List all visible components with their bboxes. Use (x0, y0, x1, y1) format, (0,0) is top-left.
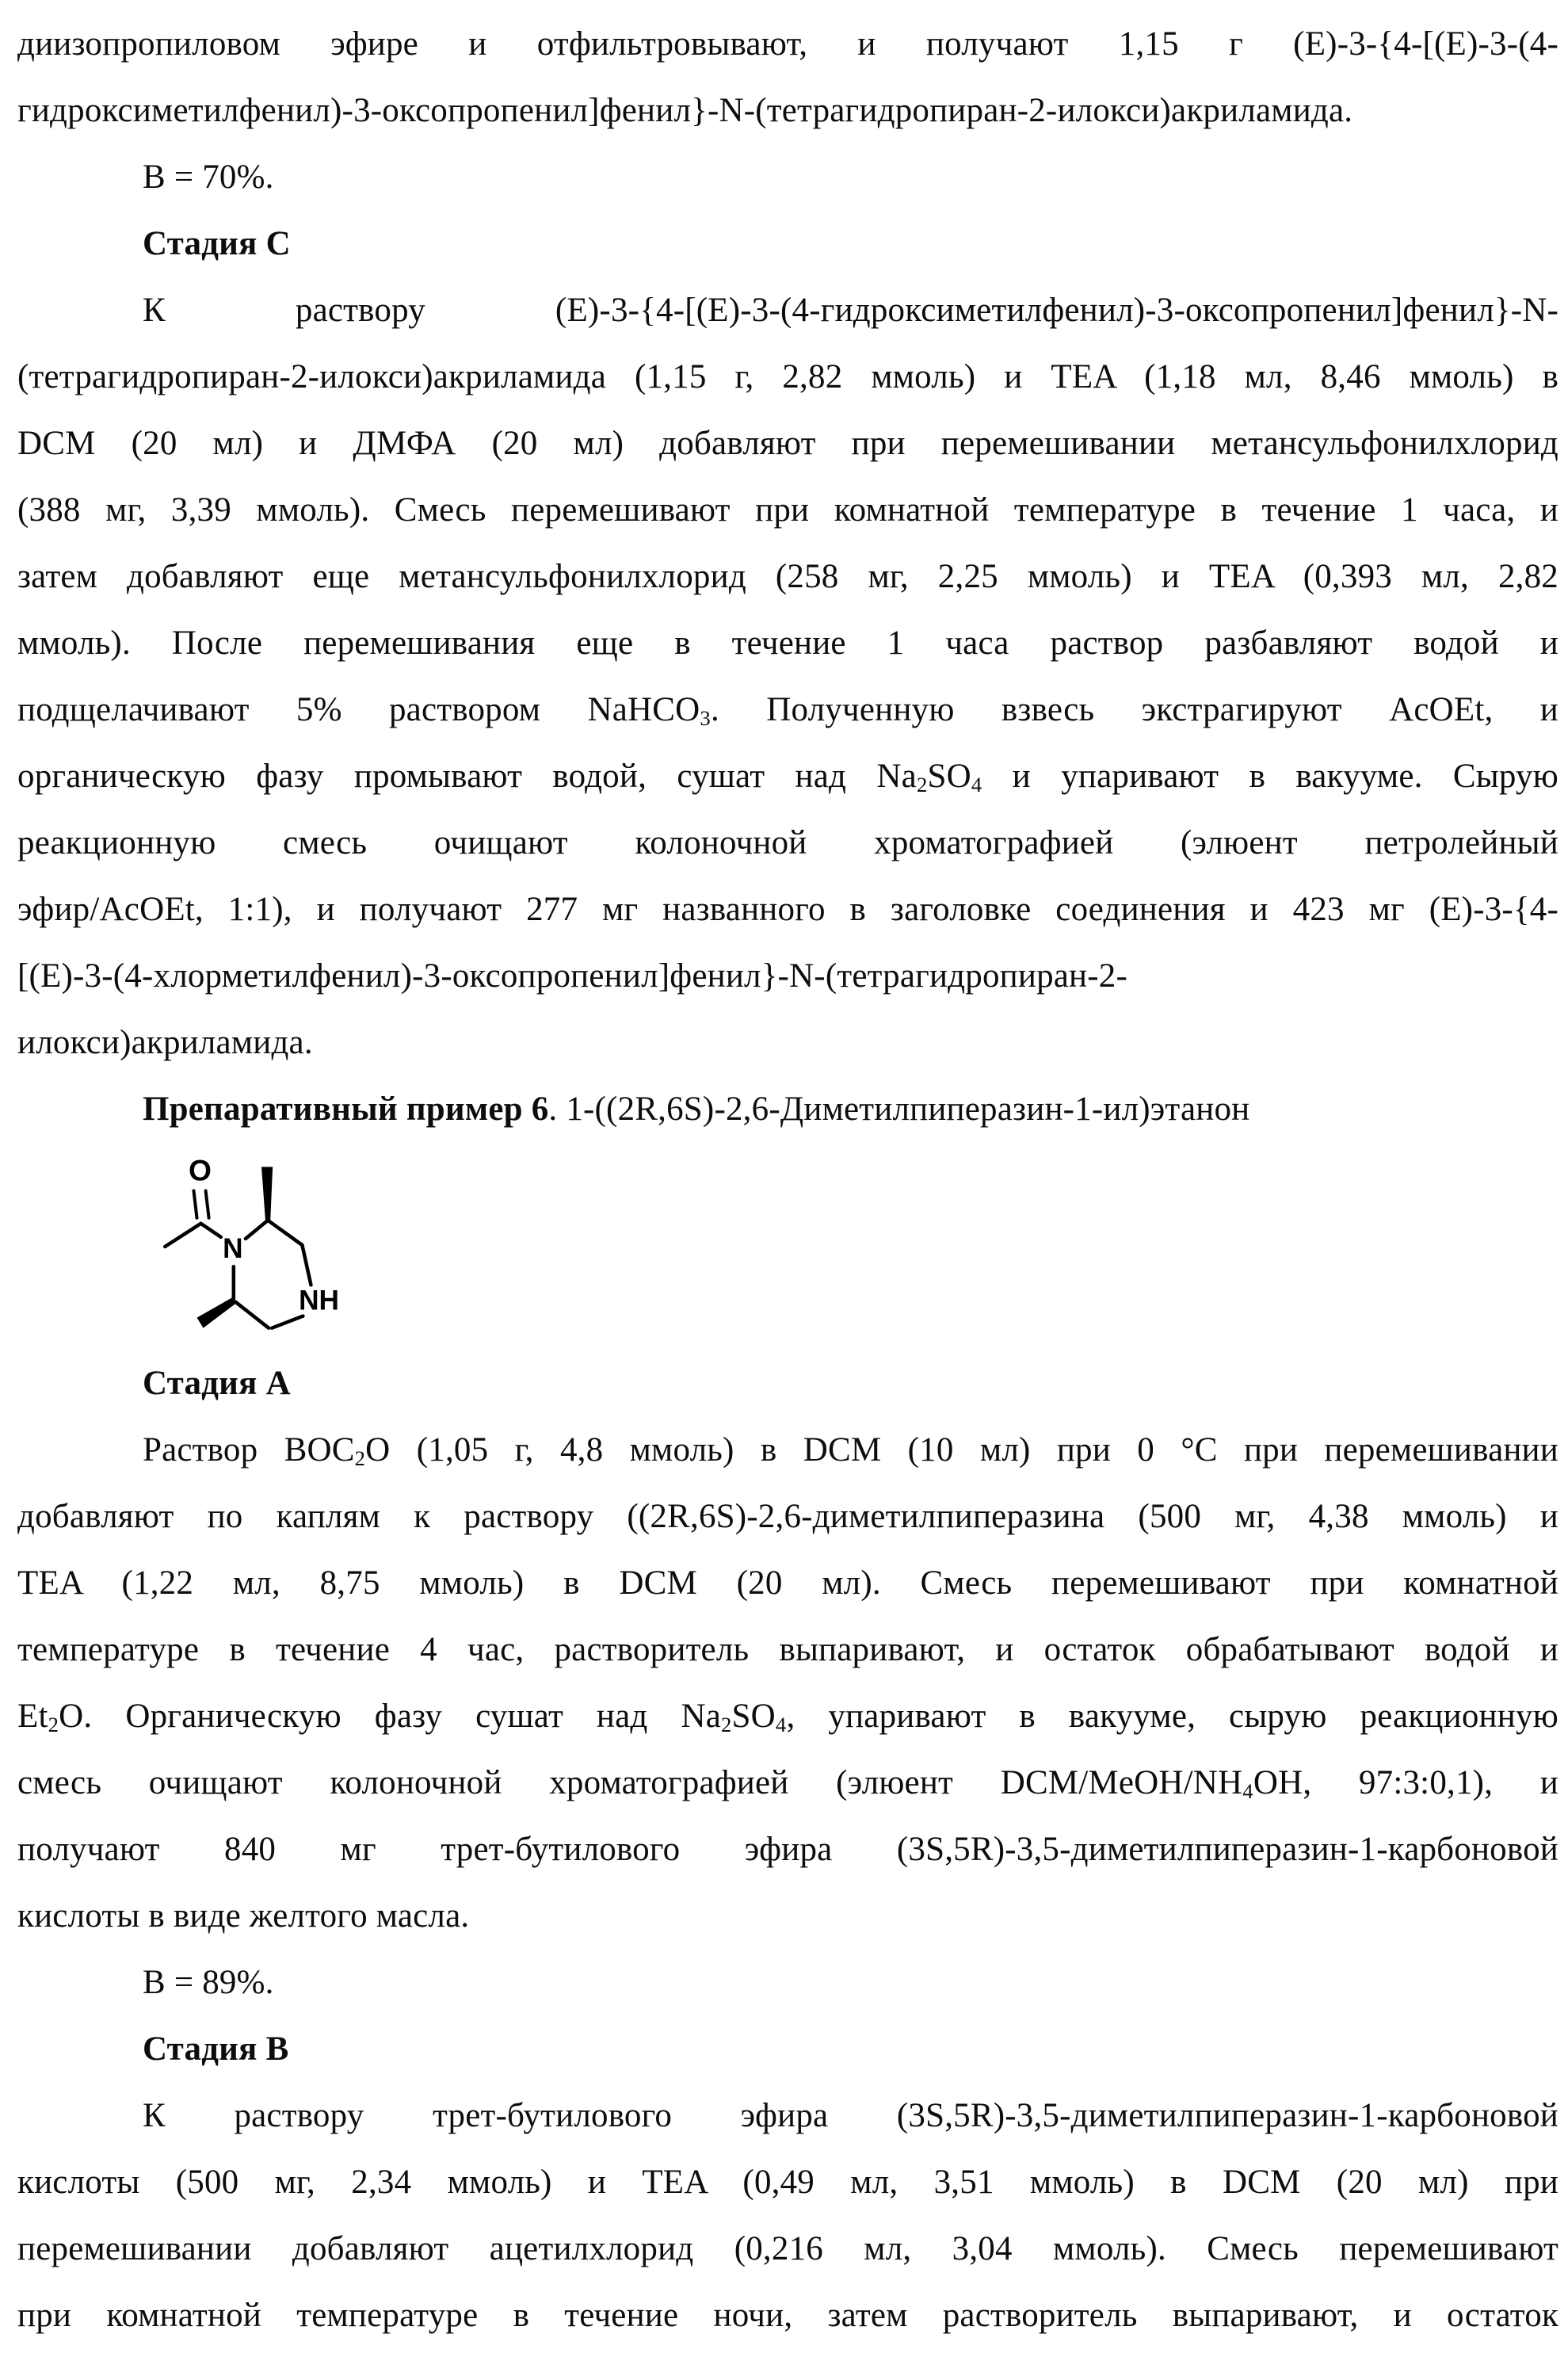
text-run: подщелачивают 5% раствором NaHCO (17, 691, 700, 728)
wedge-bond-methyl-bottom (197, 1297, 236, 1327)
text-line (17, 277, 1558, 344)
text-run: Раствор BOC (143, 1431, 355, 1469)
text-run: диизопропиловом эфире и отфильтровывают, и получают 1,15 г (E)-3-{4-[(E)-3-(4- (17, 25, 1558, 63)
text-run: реакционную смесь очищают колоночной хроматографией (элюент петролейный (17, 824, 1558, 861)
bond-nh-c5 (272, 1316, 303, 1328)
text-run: органическую фазу промывают водой, сушат над Na (17, 758, 917, 795)
subscript-run: 2 (48, 1712, 59, 1736)
text-run: кислоты (500 мг, 2,34 ммоль) и TEA (0,49 мл, 3,51 ммоль) в DCM (20 мл) при (17, 2164, 1558, 2201)
text-run: [(E)-3-(4-хлорметилфенил)-3-оксопропенил]фенил}-N-(тетрагидропиран-2- (17, 957, 1128, 995)
text-line (17, 1617, 1558, 1683)
text-line (17, 477, 1558, 544)
stage-heading-b (17, 2016, 1558, 2083)
text-run: В = 89%. (143, 1964, 274, 2001)
text-run: (388 мг, 3,39 ммоль). Смесь перемешивают при комнатной температуре в течение 1 часа, и (17, 491, 1558, 529)
text-line (17, 2083, 1558, 2149)
text-run: SO (731, 1698, 776, 1735)
subscript-run: 3 (700, 705, 711, 730)
text-run: ммоль). После перемешивания еще в течение 1 часа раствор разбавляют водой и (17, 625, 1558, 662)
text-run: и упаривают в вакууме. Сырую (982, 758, 1558, 795)
text-run: SO (927, 758, 971, 795)
text-line (17, 2149, 1558, 2216)
text-line (17, 810, 1558, 877)
text-line (17, 677, 1558, 743)
text-line (17, 11, 1558, 78)
wedge-bond-methyl-top (261, 1167, 273, 1221)
atom-label-nitrogen: N (223, 1233, 243, 1265)
text-run: DCM (20 мл) и ДМФА (20 мл) добавляют при перемешивании метансульфонилхлорид (17, 425, 1558, 462)
text-line (17, 1550, 1558, 1617)
chemical-structure-diagram (136, 1146, 376, 1346)
text-line (17, 1010, 1558, 1076)
text-run: гидроксиметилфенил)-3-оксопропенил]фенил}-N-(тетрагидропиран-2-илокси)акриламида. (17, 92, 1353, 129)
bold-text-run: Стадия B (143, 2030, 289, 2068)
text-line (17, 2282, 1558, 2349)
yield-line (17, 1950, 1558, 2016)
text-line (17, 344, 1558, 411)
text-run: . 1-((2R,6S)-2,6-Диметилпиперазин-1-ил)этанон (548, 1091, 1250, 1128)
text-line (17, 1883, 1558, 1950)
text-run: илокси)акриламида. (17, 1024, 313, 1061)
text-run: OH, 97:3:0,1), и (1253, 1764, 1558, 1801)
subscript-run: 2 (354, 1446, 366, 1470)
text-run: Et (17, 1698, 48, 1735)
text-run: . Полученную взвесь экстрагируют AcOEt, и (710, 691, 1558, 728)
text-run: O (1,05 г, 4,8 ммоль) в DCM (10 мл) при 0 °C при перемешивании (365, 1431, 1558, 1469)
bond-c-double-o-1 (193, 1191, 196, 1218)
bond-carbonyl-n (201, 1224, 221, 1237)
bond-c2-c3 (268, 1220, 302, 1245)
bold-text-run: Стадия A (143, 1365, 291, 1402)
bond-acetyl-methyl (165, 1224, 200, 1247)
text-line (17, 1484, 1558, 1550)
text-line (17, 877, 1558, 943)
text-line (17, 2216, 1558, 2282)
yield-line (17, 144, 1558, 211)
text-line (17, 1683, 1558, 1750)
subscript-run: 4 (775, 1712, 787, 1736)
bold-text-run: Стадия C (143, 225, 291, 262)
text-run: К раствору трет-бутилового эфира (3S,5R)-3,5-диметилпиперазин-1-карбоновой (143, 2097, 1558, 2134)
subscript-run: 4 (1242, 1778, 1253, 1803)
text-line (17, 1816, 1558, 1883)
text-run: добавляют по каплям к раствору ((2R,6S)-2,6-диметилпиперазина (500 мг, 4,38 ммоль) и (17, 1498, 1558, 1535)
text-run: получают 840 мг трет-бутилового эфира (3S,5R)-3,5-диметилпиперазин-1-карбоновой (17, 1831, 1558, 1868)
text-line (17, 743, 1558, 810)
bold-text-run: Препаративный пример 6 (143, 1091, 549, 1128)
text-line (17, 411, 1558, 477)
text-run: (тетрагидропиран-2-илокси)акриламида (1,15 г, 2,82 ммоль) и TEA (1,18 мл, 8,46 ммоль) в (17, 358, 1558, 395)
text-line (17, 943, 1558, 1010)
text-run: при комнатной температуре в течение ночи, затем растворитель выпаривают, и остаток (17, 2297, 1558, 2334)
text-line (17, 1750, 1558, 1816)
text-run: эфир/AcOEt, 1:1), и получают 277 мг названного в заголовке соединения и 423 мг (E)-3-{4- (17, 891, 1558, 928)
text-line (17, 610, 1558, 677)
text-run: К раствору (E)-3-{4-[(E)-3-(4-гидроксиметилфенил)-3-оксопропенил]фенил}-N- (143, 292, 1558, 329)
text-line (17, 78, 1558, 144)
text-run: затем добавляют еще метансульфонилхлорид (258 мг, 2,25 ммоль) и TEA (0,393 мл, 2,82 (17, 558, 1558, 595)
text-line (17, 1417, 1558, 1484)
bond-n-c2 (246, 1220, 268, 1239)
text-run: , упаривают в вакууме, сырую реакционную (786, 1698, 1558, 1735)
text-run: O. Органическую фазу сушат над Na (59, 1698, 722, 1735)
subscript-run: 2 (916, 772, 928, 796)
text-run: кислоты в виде желтого масла. (17, 1897, 470, 1935)
text-run: смесь очищают колоночной хроматографией (элюент DCM/MeOH/NH (17, 1764, 1243, 1801)
text-run: TEA (1,22 мл, 8,75 ммоль) в DCM (20 мл). Смесь перемешивают при комнатной (17, 1564, 1558, 1602)
atom-label-oxygen: O (189, 1153, 212, 1187)
example-heading (17, 1076, 1558, 1143)
bond-c-double-o-2 (206, 1191, 209, 1218)
bond-c5-c6 (235, 1301, 269, 1327)
subscript-run: 4 (971, 772, 982, 796)
subscript-run: 2 (721, 1712, 732, 1736)
text-line (17, 544, 1558, 610)
stage-heading-c (17, 211, 1558, 277)
text-run: В = 70%. (143, 159, 274, 196)
atom-label-nh: NH (299, 1285, 339, 1316)
stage-heading-a (17, 1350, 1558, 1417)
chemical-structure-figure (17, 1143, 1558, 1350)
text-run: температуре в течение 4 час, растворитель выпаривают, и остаток обрабатывают водой и (17, 1631, 1558, 1668)
text-run: перемешивании добавляют ацетилхлорид (0,216 мл, 3,04 ммоль). Смесь перемешивают (17, 2230, 1558, 2267)
bond-c3-nh (302, 1245, 311, 1285)
